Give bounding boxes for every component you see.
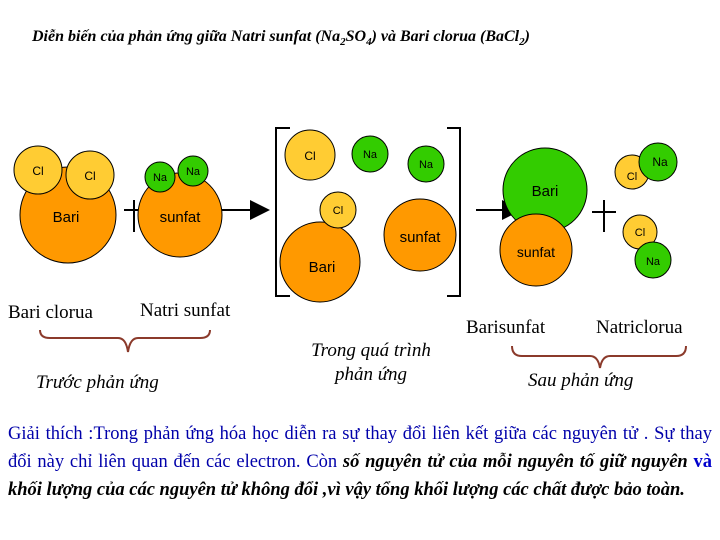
na-label: Na bbox=[185, 166, 201, 178]
sunfat-label: sunfat bbox=[516, 244, 556, 260]
cl-label: Cl bbox=[634, 227, 646, 239]
during-reaction-label-2: phản ứng bbox=[334, 364, 408, 385]
sunfat-label: sunfat bbox=[159, 209, 201, 226]
during-reaction-label-1: Trong quá trình bbox=[311, 340, 431, 361]
cl-label: Cl bbox=[304, 149, 316, 163]
cl-label: Cl bbox=[32, 164, 44, 178]
natri-sunfat-label: Natri sunfat bbox=[140, 300, 231, 321]
cl-label: Cl bbox=[626, 171, 638, 183]
na-label: Na bbox=[418, 159, 434, 171]
bari-label: Bari bbox=[52, 209, 80, 226]
cl-label: Cl bbox=[84, 169, 96, 183]
barisunfat-label: Barisunfat bbox=[466, 317, 546, 338]
bari-clorua-label: Bari clorua bbox=[8, 302, 93, 323]
after-reaction-label: Sau phản ứng bbox=[528, 370, 634, 391]
right-bracket bbox=[447, 128, 460, 296]
explanation-text: Giải thích :Trong phản ứng hóa học diễn ra sự thay đổi liên kết giữa các nguyên tử . Sự thay đổi này chỉ liên quan đến các electron. Còn số nguyên tử của mỗi nguyên tố giữ nguyên và khối lượng của các nguyên tử không đổi ,vì vậy tổng khối lượng các chất được bảo toàn. bbox=[8, 424, 712, 500]
na-label: Na bbox=[152, 172, 168, 184]
na-label: Na bbox=[362, 149, 378, 161]
brace-before bbox=[40, 330, 210, 352]
natriclorua-label: Natriclorua bbox=[596, 317, 683, 338]
plus-sign bbox=[592, 200, 616, 232]
bari-label: Bari bbox=[531, 183, 559, 200]
before-reaction-label: Trước phản ứng bbox=[36, 372, 159, 393]
brace-after bbox=[512, 346, 686, 368]
sunfat-label: sunfat bbox=[399, 229, 441, 246]
diagram-title: Diễn biến của phản ứng giữa Natri sunfat $(Na_2SO_4)$ và Bari clorua (BaCl$_2$) bbox=[32, 28, 530, 49]
cl-label: Cl bbox=[332, 205, 344, 217]
bari-label: Bari bbox=[308, 259, 336, 276]
na-label: Na bbox=[645, 256, 661, 268]
na-label: Na bbox=[652, 155, 668, 169]
